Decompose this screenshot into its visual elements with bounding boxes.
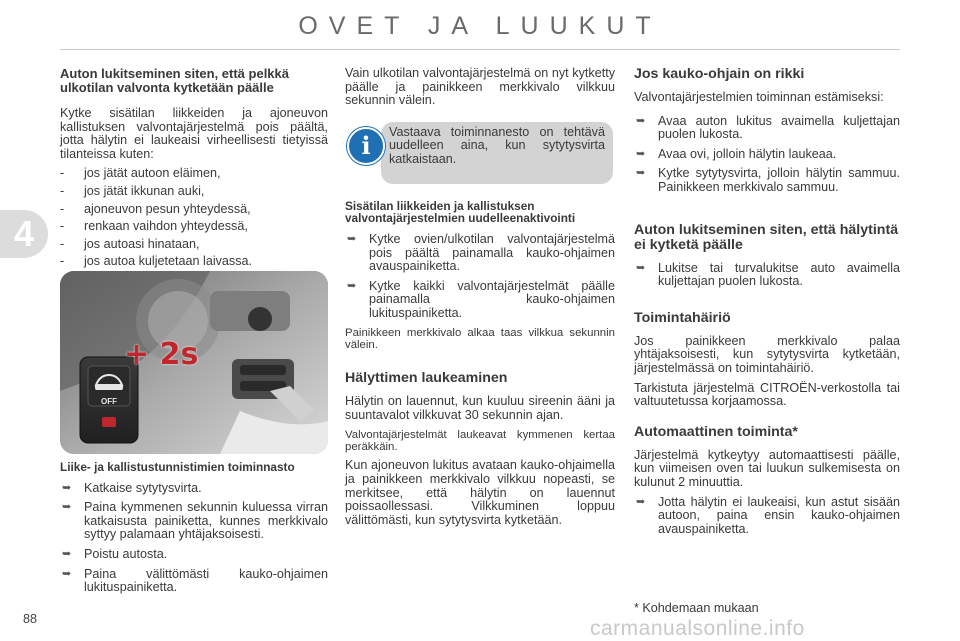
chapter-number: 4 (14, 213, 35, 254)
off-label: OFF (101, 397, 117, 406)
section-heading: Hälyttimen laukeaminen (345, 370, 508, 387)
section-heading: Jos kauko-ohjain on rikki (634, 66, 805, 82)
list-item: - renkaan vaihdon yhteydessä, (60, 219, 248, 234)
list-item: ➥ Poistu autosta. (62, 546, 168, 561)
list-item: ➥ Avaa auton lukitus avaimella kuljettajan puolen lukosta. (636, 113, 900, 142)
steps-list (634, 496, 900, 537)
reactivation-steps (345, 233, 615, 321)
paragraph: Hälytin on lauennut, kun kuuluu sireenin ääni ja suuntavalot vilkkuvat 30 sekunnin ajan. (345, 394, 615, 422)
list-item: ➥ Kytke ovien/ulkotilan valvontajärjestelmä pois päältä painamalla kauko-ohjaimen avauspainiketta. (347, 231, 615, 274)
page-title: OVET JA LUUKUT (298, 12, 662, 40)
column-1-lower (60, 461, 328, 601)
footnote: * Kohdemaan mukaan (634, 601, 759, 615)
subsection-heading: Sisätilan liikkeiden ja kallistuksen valvontajärjestelmien uudelleenaktivointi (345, 198, 576, 226)
list-item: ➥ Katkaise sytytysvirta. (62, 480, 202, 495)
list-item: ➥ Paina välittömästi kauko-ohjaimen lukituspainiketta. (62, 566, 328, 595)
info-box (345, 114, 615, 180)
page-number: 88 (23, 612, 38, 626)
section-heading: Toimintahäiriö (634, 309, 731, 326)
status-paragraph: Vain ulkotilan valvontajärjestelmä on nyt kytketty päälle ja painikkeen merkkivalo vilkkuu sekunnin välein. (345, 66, 615, 108)
paragraph: Kun ajoneuvon lukitus avataan kauko-ohjaimella ja painikkeen merkkivalo vilkkuu nopeasti, se merkitsee, että hälytin on lauennut poissaollessasi. Vilkkuminen loppuu välittömästi, kun sytytysvirta kytketään. (345, 458, 615, 527)
column-1 (60, 67, 328, 273)
duration-badge: + 2s (124, 337, 199, 372)
paragraph: Järjestelmä kytkeytyy automaattisesti päälle, kun viimeisen oven tai luukun sulkemisesta on kulunut 2 minuuttia. (634, 447, 900, 489)
section-heading: Automaattinen toiminta* (634, 423, 798, 440)
paragraph: Valvontajärjestelmien toiminnan estämiseksi: (634, 90, 884, 104)
subsection-heading: Liike- ja kallistustunnistimien toiminnasto (60, 460, 295, 474)
info-icon: i (347, 127, 385, 165)
note-paragraph: Painikkeen merkkivalo alkaa taas vilkkua sekunnin välein. (345, 326, 615, 351)
watermark: carmanualsonline.info (590, 617, 805, 640)
dashboard-photo (60, 271, 328, 454)
info-text: Vastaava toiminnanesto on tehtävä uudelleen aina, kun sytytysvirta katkaistaan. (389, 124, 605, 166)
list-item: ➥ Paina kymmenen sekunnin kuluessa virran katkaisusta painiketta, kunnes merkkivalo syttyy palamaan yhtäjaksoisesti. (62, 500, 328, 542)
list-item: ➥ Jotta hälytin ei laukeaisi, kun astut sisään autoon, paina ensin kauko-ohjaimen avauspainiketta. (636, 494, 900, 536)
steps-list (634, 262, 900, 289)
list-item: ➥ Lukitse tai turvalukitse auto avaimella kuljettajan puolen lukosta. (636, 260, 900, 289)
paragraph: Tarkistuta järjestelmä CITROËN-verkostolla tai valtuutetussa korjaamossa. (634, 380, 900, 409)
title-divider (60, 49, 900, 50)
intro-paragraph: Kytke sisätilan liikkeiden ja ajoneuvon kallistuksen valvontajärjestelmä pois päältä, jotta hälytin ei laukeaisi virheellisesti tietyissä tilanteissa kuten: (60, 106, 328, 161)
list-item: ➥ Kytke kaikki valvontajärjestelmät päälle painamalla kauko-ohjaimen lukituspainiketta. (347, 278, 615, 320)
section-heading: Auton lukitseminen siten, että hälytintä ei kytketä päälle (634, 221, 899, 253)
list-item: - jos autoasi hinataan, (60, 236, 200, 251)
column-3 (634, 67, 900, 542)
steps-list (634, 115, 900, 195)
list-item: - jos autoa kuljetetaan laivassa. (60, 254, 253, 269)
list-item: ➥ Kytke sytytysvirta, jolloin hälytin sammuu. Painikkeen merkkivalo sammuu. (636, 166, 900, 194)
paragraph: Valvontajärjestelmät laukeavat kymmenen kertaa peräkkäin. (345, 428, 615, 453)
list-item: - ajoneuvon pesun yhteydessä, (60, 201, 251, 216)
column-2 (345, 67, 615, 533)
situations-list (60, 167, 328, 269)
list-item: - jos jätät ikkunan auki, (60, 183, 205, 198)
paragraph: Jos painikkeen merkkivalo palaa yhtäjaksoisesti, kun sytytysvirta kytketään, järjestelmässä on toimintahäiriö. (634, 333, 900, 375)
list-item: - jos jätät autoon eläimen, (60, 166, 221, 181)
list-item: ➥ Avaa ovi, jolloin hälytin laukeaa. (636, 146, 837, 161)
steps-list (60, 482, 328, 595)
section-heading: Auton lukitseminen siten, että pelkkä ulkotilan valvonta kytketään päälle (60, 66, 289, 95)
